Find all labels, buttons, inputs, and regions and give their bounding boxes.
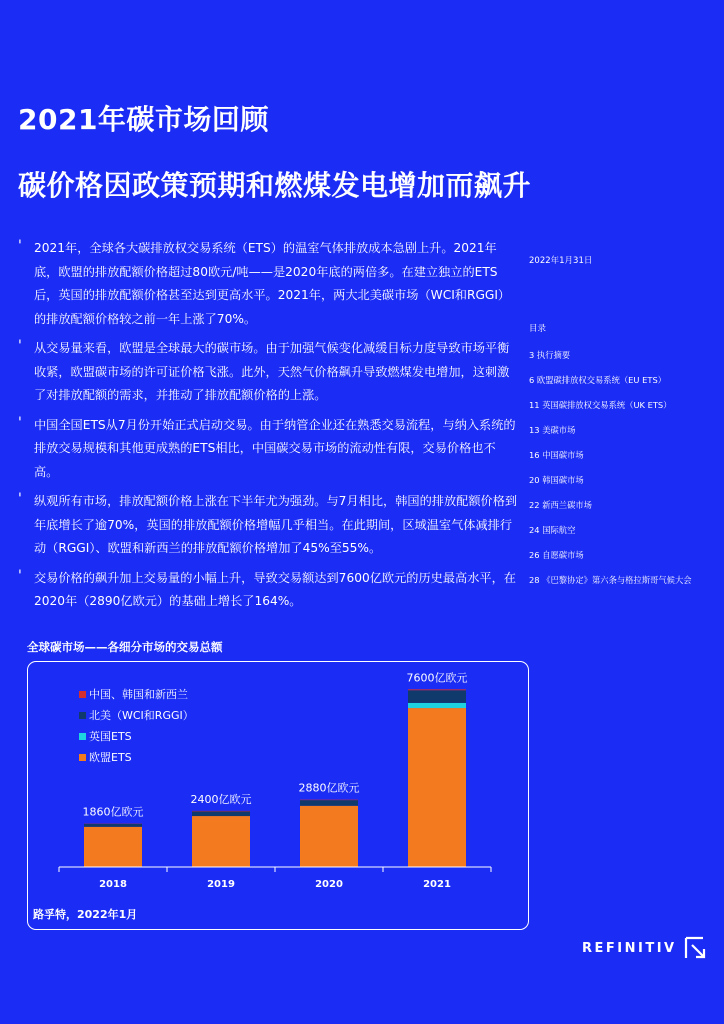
legend-label: 英国ETS [89,730,132,743]
legend-label: 北美（WCI和RGGI） [89,709,194,722]
bar-segment [192,816,250,867]
toc-item[interactable]: 20 韩国碳市场 [529,475,584,485]
toc-item[interactable]: 24 国际航空 [529,525,576,535]
legend-swatch [79,691,86,698]
logo-text: REFINITIV [582,940,677,956]
bar-segment [408,708,466,867]
bullet-item: ' 交易价格的飙升加上交易量的小幅上升，导致交易额达到7600亿欧元的历史最高水平，在2020年（2890亿欧元）的基础上增长了164%。 [18,567,516,608]
x-tick-label: 2018 [99,879,127,890]
bullet-marker: ' [18,567,22,584]
chart-source: 路孚特，2022年1月 [33,908,138,921]
bullet-item: ' 中国全国ETS从7月份开始正式启动交易。由于纳管企业还在熟悉交易流程，与纳入系统的排放交易规模和其他更成熟的ETS相比，中国碳交易市场的流动性有限，交易价格也不高。 [18,414,516,479]
bar-segment [84,824,142,827]
page-title: 2021年碳市场回顾 [18,103,269,136]
bar-total-label: 7600亿欧元 [406,671,468,685]
page-subtitle: 碳价格因政策预期和燃煤发电增加而飙升 [18,169,532,202]
bullet-marker: ' [18,414,22,431]
x-tick-label: 2020 [315,879,343,890]
bullet-item: ' 纵观所有市场，排放配额价格上涨在下半年尤为强劲。与7月相比，韩国的排放配额价格到年底增长了逾70%，英国的排放配额价格增幅几乎相当。在此期间，区域温室气体减排行动（RGGI）、欧盟和新西兰的排放配额价格增加了45%至55%。 [18,491,518,555]
bullet-marker: ' [18,491,22,507]
legend-swatch [79,733,86,740]
toc-item[interactable]: 3 执行摘要 [529,350,571,360]
bar-segment [300,806,358,867]
bar-segment [408,690,466,703]
table-of-contents [529,349,719,599]
bullet-item: ' 2021年，全球各大碳排放权交易系统（ETS）的温室气体排放成本急剧上升。2021年底，欧盟的排放配额价格超过80欧元/吨——是2020年底的两倍多。在建立独立的ETS后，英国的排放配额价格甚至达到更高水平。2021年，两大北美碳市场（WCI和RGGI）的排放配额价格较之前一年上涨了70%。 [18,238,511,326]
bar-segment [300,800,358,806]
stacked-bar-chart [28,662,528,929]
x-tick-label: 2021 [423,879,451,890]
toc-item[interactable]: 16 中国碳市场 [529,450,584,460]
refinitiv-bracket-arrow-icon [683,936,709,960]
publish-date: 2022年1月31日 [529,256,593,266]
bar-total-label: 1860亿欧元 [82,805,144,819]
toc-item[interactable]: 28 《巴黎协定》第六条与格拉斯哥气候大会 [529,575,692,585]
bullet-marker: ' [18,238,22,254]
legend-swatch [79,712,86,719]
bar-segment [192,811,250,816]
toc-title: 目录 [529,324,547,334]
legend-swatch [79,754,86,761]
bar-segment [408,689,466,690]
key-points-list [18,237,518,620]
toc-item[interactable]: 13 美碳市场 [529,425,576,435]
toc-item[interactable]: 22 新西兰碳市场 [529,500,592,510]
refinitiv-logo [582,936,709,960]
bar-segment [84,827,142,867]
toc-item[interactable]: 6 欧盟碳排放权交易系统（EU ETS） [529,375,667,385]
sidebar [529,254,719,599]
legend-label: 欧盟ETS [89,751,132,764]
chart-title: 全球碳市场——各细分市场的交易总额 [27,640,223,654]
bar-segment [408,703,466,708]
bar-total-label: 2880亿欧元 [298,781,360,795]
bullet-item: ' 从交易量来看，欧盟是全球最大的碳市场。由于加强气候变化减缓目标力度导致市场平衡收紧，欧盟碳市场的许可证价格飞涨。此外，天然气价格飙升导致燃煤发电增加，这刺激了对排放配额的需求，并推动了排放配额价格的上涨。 [18,338,510,402]
toc-item[interactable]: 26 自愿碳市场 [529,550,584,560]
bullet-marker: ' [18,338,22,354]
x-tick-label: 2019 [207,879,235,890]
legend-label: 中国、韩国和新西兰 [89,688,188,701]
bar-total-label: 2400亿欧元 [190,792,252,806]
toc-item[interactable]: 11 英国碳排放权交易系统（UK ETS） [529,400,672,410]
chart-frame [27,661,529,930]
